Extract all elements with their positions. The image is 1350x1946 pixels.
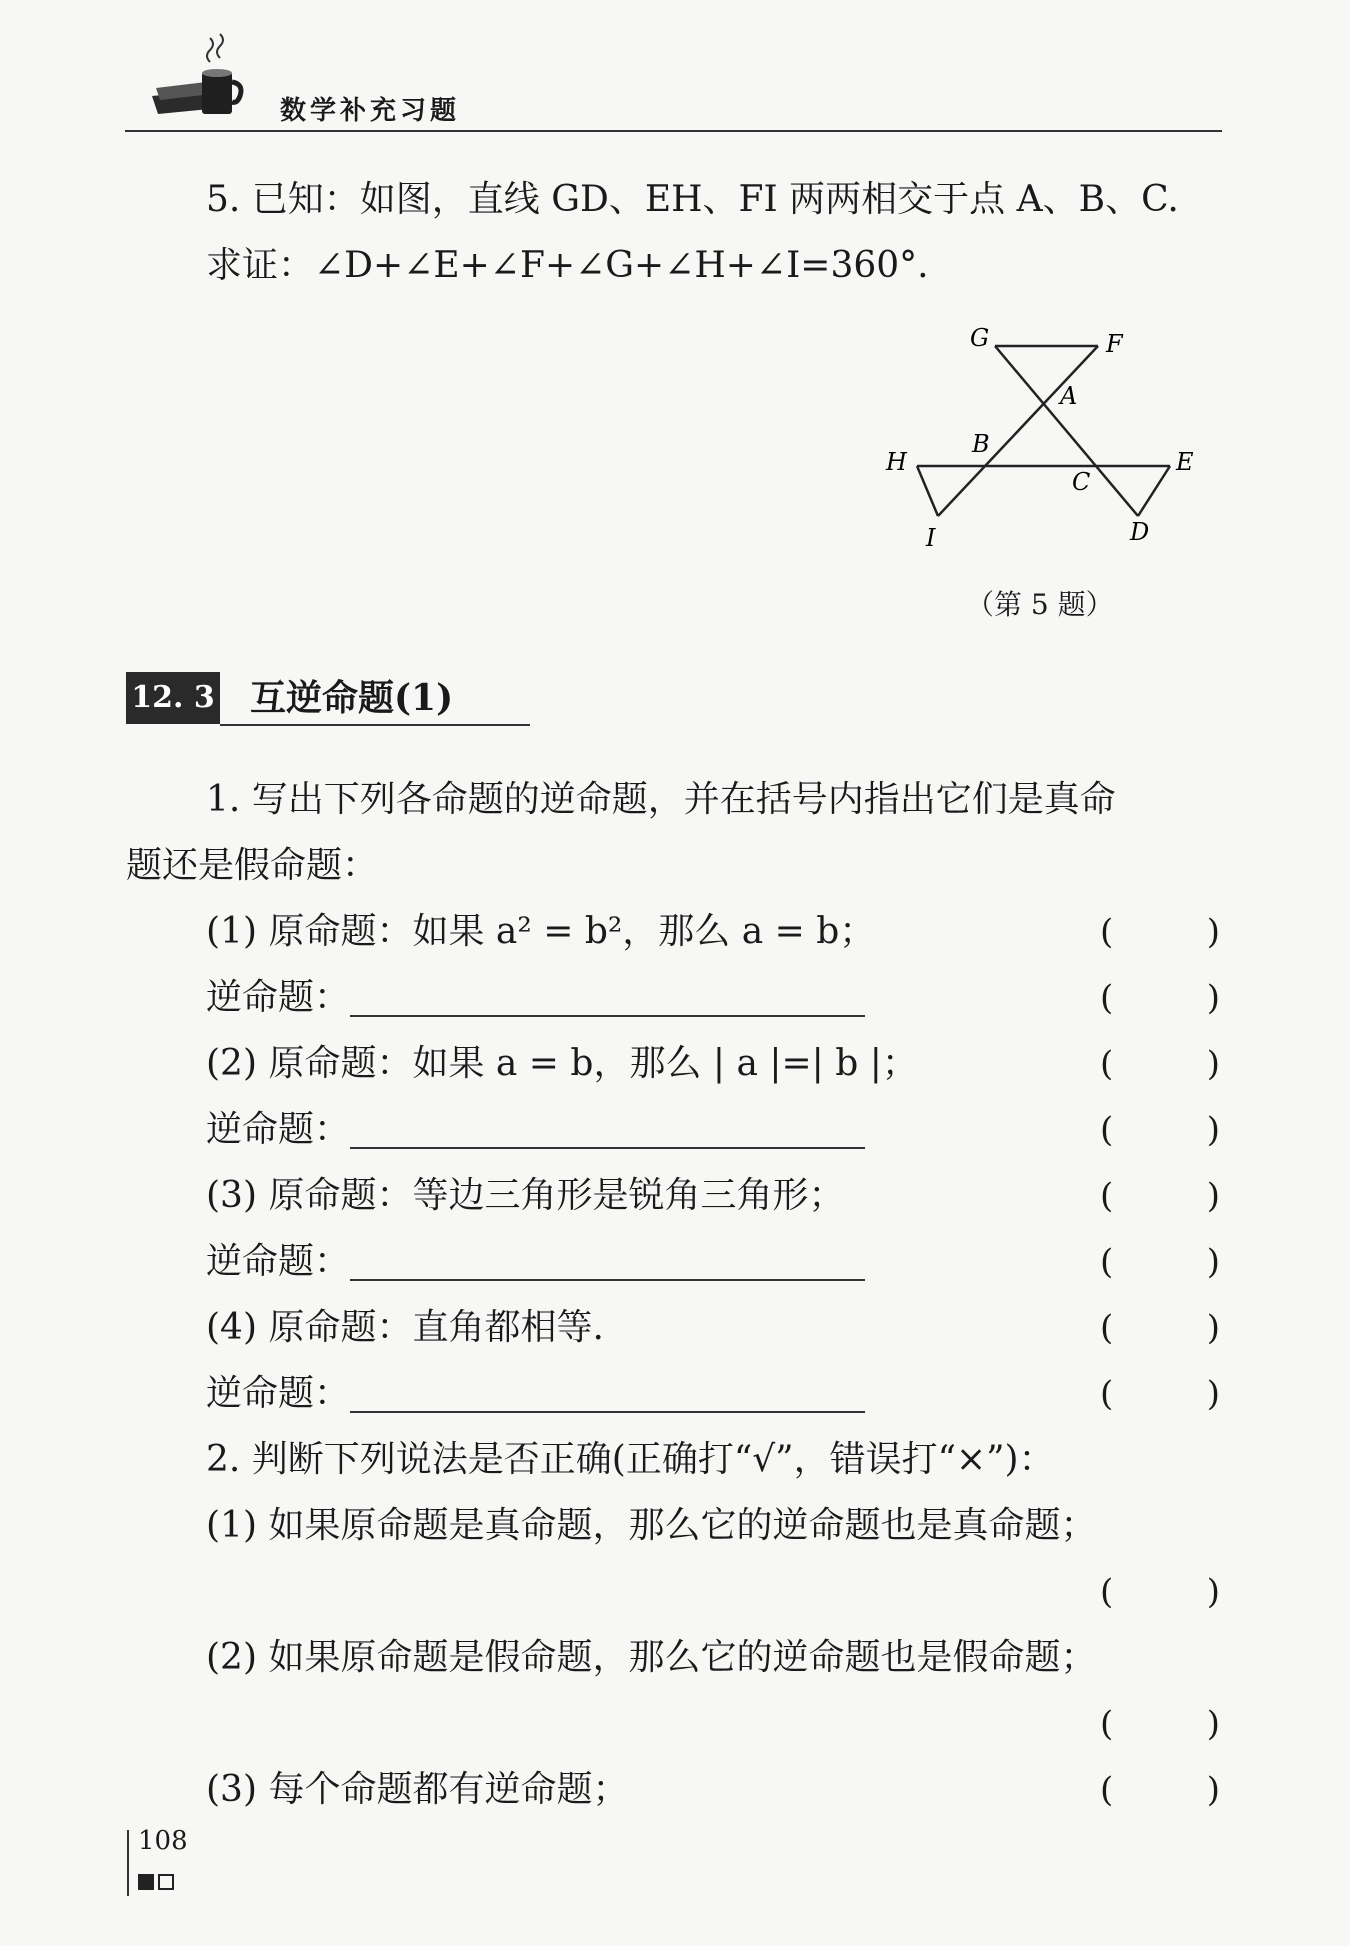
answer-parens: ( ) xyxy=(1100,912,1220,952)
q1-item2-converse: 逆命题： xyxy=(206,1106,865,1154)
label-I: I xyxy=(926,524,936,548)
book-and-mug-logo-icon xyxy=(148,30,258,126)
answer-parens: ( ) xyxy=(1100,1770,1220,1810)
label-D: D xyxy=(1130,518,1150,546)
label-F: F xyxy=(1106,330,1123,358)
section-title: 互逆命题(1) xyxy=(250,677,454,719)
page-number: 108 xyxy=(138,1826,188,1856)
header-rule xyxy=(125,130,1222,132)
answer-parens: ( ) xyxy=(1100,1572,1220,1612)
q1-item1-original: (1) 原命题：如果 a² = b²，那么 a = b； xyxy=(206,911,876,952)
section-rule xyxy=(220,724,530,726)
q1-item1-converse: 逆命题： xyxy=(206,974,865,1022)
empty-square-icon xyxy=(158,1874,174,1890)
answer-parens: ( ) xyxy=(1100,1308,1220,1348)
q1-item2-original: (2) 原命题：如果 a = b，那么 | a |=| b |； xyxy=(206,1043,918,1084)
q1-item3-original: (3) 原命题：等边三角形是锐角三角形； xyxy=(206,1175,845,1216)
q1-item4-converse: 逆命题： xyxy=(206,1370,865,1418)
problem5-line2: 求证：∠D+∠E+∠F+∠G+∠H+∠I=360°. xyxy=(206,245,929,286)
filled-square-icon xyxy=(138,1874,154,1890)
answer-blank[interactable] xyxy=(350,1375,865,1413)
answer-parens: ( ) xyxy=(1100,1374,1220,1414)
answer-blank[interactable] xyxy=(350,1243,865,1281)
q2-item2: (2) 如果原命题是假命题，那么它的逆命题也是假命题； xyxy=(206,1637,1097,1678)
q2-line1: 2. 判断下列说法是否正确(正确打“√”，错误打“×”)： xyxy=(206,1439,1055,1480)
answer-parens: ( ) xyxy=(1100,1176,1220,1216)
q2-item1: (1) 如果原命题是真命题，那么它的逆命题也是真命题； xyxy=(206,1505,1097,1546)
answer-parens: ( ) xyxy=(1100,1044,1220,1084)
answer-parens: ( ) xyxy=(1100,1704,1220,1744)
q1-item4-original: (4) 原命题：直角都相等. xyxy=(206,1307,604,1348)
answer-parens: ( ) xyxy=(1100,1242,1220,1282)
footer-bar xyxy=(127,1830,129,1896)
q1-item3-converse: 逆命题： xyxy=(206,1238,865,1286)
figure-caption: （第 5 题） xyxy=(966,588,1114,621)
problem5-line1: 5. 已知：如图，直线 GD、EH、FI 两两相交于点 A、B、C. xyxy=(206,179,1179,220)
label-H: H xyxy=(886,448,907,476)
section-number: 12. 3 xyxy=(126,672,220,724)
answer-blank[interactable] xyxy=(350,979,865,1017)
q1-line1: 1. 写出下列各命题的逆命题，并在括号内指出它们是真命 xyxy=(206,779,1116,820)
q1-line2: 题还是假命题： xyxy=(126,845,379,886)
problem5-figure xyxy=(880,318,1210,548)
label-B: B xyxy=(972,430,990,458)
label-A: A xyxy=(1060,382,1078,410)
label-C: C xyxy=(1072,468,1091,496)
q2-item3: (3) 每个命题都有逆命题； xyxy=(206,1769,629,1810)
answer-parens: ( ) xyxy=(1100,978,1220,1018)
label-G: G xyxy=(970,324,990,352)
label-E: E xyxy=(1176,448,1194,476)
answer-blank[interactable] xyxy=(350,1111,865,1149)
answer-parens: ( ) xyxy=(1100,1110,1220,1150)
book-title: 数学补充习题 xyxy=(280,96,461,126)
